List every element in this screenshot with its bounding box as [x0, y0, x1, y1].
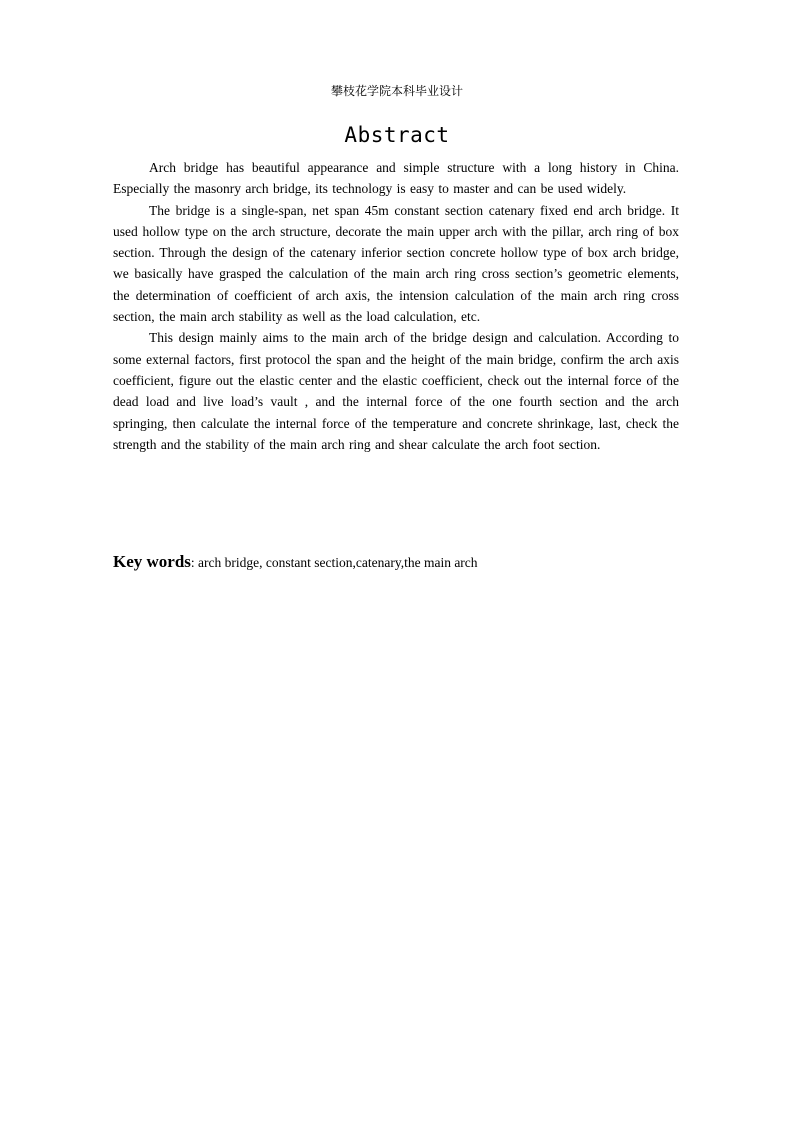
abstract-paragraph-2: The bridge is a single-span, net span 45m constant section catenary fixed end arch bridge. It used hollow type on the arch structure, decorate the main upper arch with the pillar, arch ring of box section. Through the design of the catenary inferior section concrete hollow type of box arch bridge, we basically have grasped the calculation of the main arch ring cross section’s geometric elements, the determination of coefficient of arch axis, the intension calculation of the main arch ring cross section, the main arch stability as well as the load calculation, etc. — [113, 202, 679, 325]
abstract-paragraph-1: Arch bridge has beautiful appearance and simple structure with a long history in China. Especially the masonry arch bridge, its technology is easy to master and can be used widely. — [113, 160, 679, 197]
abstract-body — [113, 157, 679, 455]
page-header: 攀枝花学院本科毕业设计 — [330, 84, 463, 98]
keywords-text: : arch bridge, constant section,catenary,the main arch — [190, 555, 478, 570]
abstract-paragraph-3: This design mainly aims to the main arch of the bridge design and calculation. According to some external factors, first protocol the span and the height of the main bridge, confirm the arch axis coefficient, figure out the elastic center and the elastic coefficient, check out the internal force of the dead load and live load’s vault , and the internal force of the one fourth section and the arch springing, then calculate the internal force of the temperature and concrete shrinkage, last, check the strength and the stability of the main arch ring and shear calculate the arch foot section. — [113, 330, 679, 452]
keywords-line — [113, 550, 713, 575]
abstract-title: Abstract — [344, 123, 450, 147]
keywords-label: Key words — [113, 552, 191, 571]
